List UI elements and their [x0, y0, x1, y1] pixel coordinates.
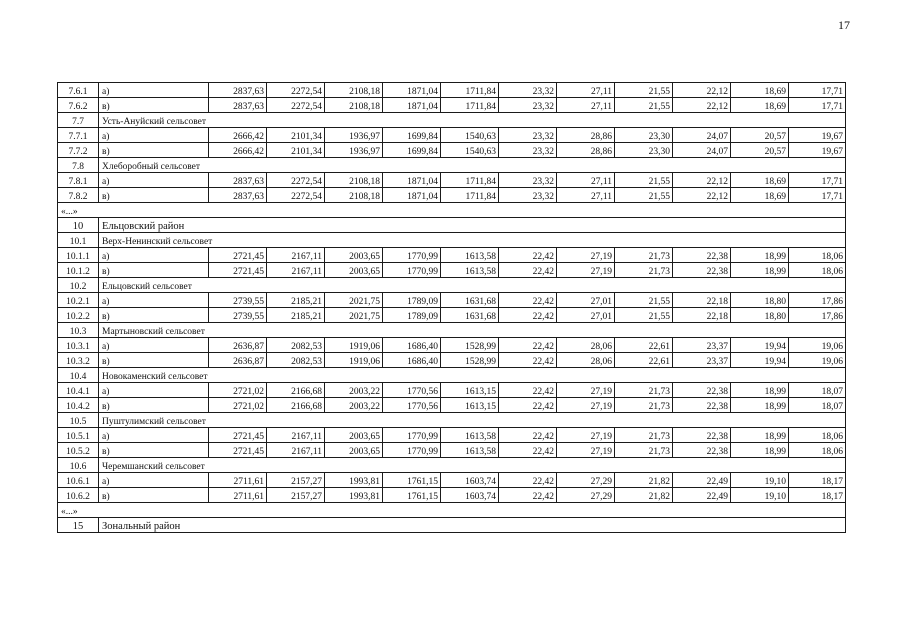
section-row	[58, 413, 846, 428]
value-cell: 2157,27	[267, 488, 325, 503]
value-cell: 2082,53	[267, 353, 325, 368]
value-cell: 1711,84	[441, 188, 499, 203]
table-row	[58, 293, 846, 308]
value-cell: 23,30	[615, 143, 673, 158]
row-code: 10.6.1	[58, 473, 99, 488]
value-cell: 22,12	[673, 98, 731, 113]
value-cell: 27,19	[557, 443, 615, 458]
value-cell: 1789,09	[383, 293, 441, 308]
value-cell: 18,06	[789, 428, 846, 443]
value-cell: 2167,11	[267, 428, 325, 443]
value-cell: 2711,61	[209, 488, 267, 503]
value-cell: 1871,04	[383, 188, 441, 203]
value-cell: 27,19	[557, 263, 615, 278]
value-cell: 2167,11	[267, 248, 325, 263]
value-cell: 1613,58	[441, 428, 499, 443]
row-variant: в)	[99, 188, 209, 203]
table-row	[58, 308, 846, 323]
value-cell: 23,32	[499, 188, 557, 203]
value-cell: 22,38	[673, 443, 731, 458]
row-code: 10.4.2	[58, 398, 99, 413]
table-row	[58, 143, 846, 158]
value-cell: 18,99	[731, 398, 789, 413]
value-cell: 17,71	[789, 173, 846, 188]
value-cell: 1770,99	[383, 248, 441, 263]
table-row	[58, 248, 846, 263]
value-cell: 19,10	[731, 473, 789, 488]
row-code: 10.1.1	[58, 248, 99, 263]
value-cell: 21,82	[615, 473, 673, 488]
value-cell: 2837,63	[209, 98, 267, 113]
table-row	[58, 473, 846, 488]
row-code: 10.3.2	[58, 353, 99, 368]
value-cell: 2837,63	[209, 173, 267, 188]
value-cell: 2021,75	[325, 293, 383, 308]
page-number: 17	[838, 18, 850, 32]
value-cell: 22,12	[673, 83, 731, 98]
value-cell: 22,42	[499, 248, 557, 263]
value-cell: 1770,56	[383, 398, 441, 413]
value-cell: 21,55	[615, 308, 673, 323]
value-cell: 27,19	[557, 428, 615, 443]
value-cell: 1936,97	[325, 143, 383, 158]
value-cell: 22,12	[673, 188, 731, 203]
row-code: 10	[58, 218, 99, 233]
row-code: 10.5.2	[58, 443, 99, 458]
value-cell: 24,07	[673, 143, 731, 158]
value-cell: 1528,99	[441, 338, 499, 353]
value-cell: 18,69	[731, 173, 789, 188]
value-cell: 21,73	[615, 428, 673, 443]
ellipsis-mark: «...»	[58, 503, 846, 518]
value-cell: 1613,58	[441, 263, 499, 278]
value-cell: 21,73	[615, 263, 673, 278]
row-code: 10.4.1	[58, 383, 99, 398]
value-cell: 18,99	[731, 443, 789, 458]
row-variant: а)	[99, 83, 209, 98]
value-cell: 2721,02	[209, 398, 267, 413]
value-cell: 1613,58	[441, 248, 499, 263]
value-cell: 22,18	[673, 308, 731, 323]
value-cell: 1603,74	[441, 473, 499, 488]
section-name: Мартыновский сельсовет	[99, 323, 846, 338]
row-variant: а)	[99, 428, 209, 443]
value-cell: 2721,45	[209, 263, 267, 278]
section-row	[58, 113, 846, 128]
section-row	[58, 323, 846, 338]
value-cell: 2272,54	[267, 188, 325, 203]
section-row	[58, 458, 846, 473]
value-cell: 21,55	[615, 293, 673, 308]
row-variant: в)	[99, 263, 209, 278]
value-cell: 18,99	[731, 263, 789, 278]
value-cell: 22,38	[673, 383, 731, 398]
value-cell: 18,06	[789, 443, 846, 458]
value-cell: 19,67	[789, 143, 846, 158]
value-cell: 2167,11	[267, 263, 325, 278]
value-cell: 2021,75	[325, 308, 383, 323]
value-cell: 2837,63	[209, 83, 267, 98]
row-code: 10.3.1	[58, 338, 99, 353]
value-cell: 22,49	[673, 488, 731, 503]
row-code: 10.4	[58, 368, 99, 383]
value-cell: 1919,06	[325, 353, 383, 368]
row-code: 7.7	[58, 113, 99, 128]
value-cell: 2666,42	[209, 143, 267, 158]
value-cell: 1540,63	[441, 143, 499, 158]
value-cell: 1711,84	[441, 173, 499, 188]
value-cell: 2666,42	[209, 128, 267, 143]
value-cell: 18,07	[789, 383, 846, 398]
section-name: Хлеборобный сельсовет	[99, 158, 846, 173]
value-cell: 22,38	[673, 248, 731, 263]
row-code: 7.8	[58, 158, 99, 173]
section-name: Ельцовский сельсовет	[99, 278, 846, 293]
value-cell: 27,11	[557, 83, 615, 98]
row-code: 7.8.2	[58, 188, 99, 203]
district-row	[58, 218, 846, 233]
value-cell: 22,49	[673, 473, 731, 488]
value-cell: 1993,81	[325, 488, 383, 503]
value-cell: 1528,99	[441, 353, 499, 368]
row-variant: в)	[99, 308, 209, 323]
value-cell: 27,11	[557, 188, 615, 203]
value-cell: 22,42	[499, 338, 557, 353]
value-cell: 2108,18	[325, 188, 383, 203]
value-cell: 21,82	[615, 488, 673, 503]
value-cell: 23,37	[673, 338, 731, 353]
value-cell: 1770,99	[383, 443, 441, 458]
value-cell: 1631,68	[441, 308, 499, 323]
value-cell: 28,06	[557, 338, 615, 353]
table-row	[58, 128, 846, 143]
value-cell: 1613,15	[441, 383, 499, 398]
value-cell: 23,32	[499, 83, 557, 98]
value-cell: 27,11	[557, 173, 615, 188]
row-code: 10.6	[58, 458, 99, 473]
value-cell: 18,17	[789, 488, 846, 503]
value-cell: 2003,65	[325, 248, 383, 263]
value-cell: 2003,65	[325, 443, 383, 458]
row-code: 10.2.1	[58, 293, 99, 308]
value-cell: 19,10	[731, 488, 789, 503]
value-cell: 2711,61	[209, 473, 267, 488]
value-cell: 20,57	[731, 143, 789, 158]
value-cell: 2003,22	[325, 398, 383, 413]
row-variant: в)	[99, 143, 209, 158]
value-cell: 1761,15	[383, 473, 441, 488]
value-cell: 2837,63	[209, 188, 267, 203]
value-cell: 18,69	[731, 83, 789, 98]
value-cell: 2636,87	[209, 353, 267, 368]
value-cell: 1871,04	[383, 83, 441, 98]
value-cell: 23,37	[673, 353, 731, 368]
value-cell: 21,73	[615, 443, 673, 458]
value-cell: 1789,09	[383, 308, 441, 323]
value-cell: 1699,84	[383, 143, 441, 158]
value-cell: 18,06	[789, 248, 846, 263]
value-cell: 2101,34	[267, 128, 325, 143]
value-cell: 20,57	[731, 128, 789, 143]
value-cell: 18,99	[731, 428, 789, 443]
value-cell: 21,55	[615, 173, 673, 188]
value-cell: 17,71	[789, 98, 846, 113]
section-name: Новокаменский сельсовет	[99, 368, 846, 383]
value-cell: 22,38	[673, 428, 731, 443]
value-cell: 2636,87	[209, 338, 267, 353]
value-cell: 22,42	[499, 428, 557, 443]
value-cell: 1603,74	[441, 488, 499, 503]
row-code: 7.6.1	[58, 83, 99, 98]
value-cell: 18,69	[731, 98, 789, 113]
value-cell: 2185,21	[267, 293, 325, 308]
value-cell: 27,01	[557, 293, 615, 308]
value-cell: 1711,84	[441, 98, 499, 113]
table-row	[58, 398, 846, 413]
value-cell: 17,86	[789, 293, 846, 308]
value-cell: 22,42	[499, 263, 557, 278]
value-cell: 22,42	[499, 398, 557, 413]
value-cell: 17,71	[789, 188, 846, 203]
row-variant: а)	[99, 173, 209, 188]
value-cell: 2003,65	[325, 428, 383, 443]
row-code: 10.5.1	[58, 428, 99, 443]
value-cell: 18,80	[731, 293, 789, 308]
value-cell: 2108,18	[325, 98, 383, 113]
value-cell: 18,06	[789, 263, 846, 278]
value-cell: 22,18	[673, 293, 731, 308]
value-cell: 2272,54	[267, 98, 325, 113]
value-cell: 2272,54	[267, 83, 325, 98]
value-cell: 21,55	[615, 188, 673, 203]
value-cell: 22,42	[499, 308, 557, 323]
value-cell: 2272,54	[267, 173, 325, 188]
value-cell: 1993,81	[325, 473, 383, 488]
value-cell: 1871,04	[383, 98, 441, 113]
ellipsis-row	[58, 503, 846, 518]
ellipsis-mark: «...»	[58, 203, 846, 218]
table-row	[58, 383, 846, 398]
section-name: Пуштулимский сельсовет	[99, 413, 846, 428]
row-code: 10.2	[58, 278, 99, 293]
value-cell: 1711,84	[441, 83, 499, 98]
value-cell: 23,30	[615, 128, 673, 143]
value-cell: 28,86	[557, 143, 615, 158]
tariff-table	[57, 82, 846, 533]
value-cell: 21,73	[615, 248, 673, 263]
table-row	[58, 488, 846, 503]
section-row	[58, 233, 846, 248]
row-code: 10.5	[58, 413, 99, 428]
row-code: 7.6.2	[58, 98, 99, 113]
row-code: 10.6.2	[58, 488, 99, 503]
value-cell: 18,69	[731, 188, 789, 203]
value-cell: 19,67	[789, 128, 846, 143]
value-cell: 28,06	[557, 353, 615, 368]
value-cell: 2167,11	[267, 443, 325, 458]
value-cell: 24,07	[673, 128, 731, 143]
row-code: 10.1.2	[58, 263, 99, 278]
value-cell: 2108,18	[325, 83, 383, 98]
value-cell: 18,07	[789, 398, 846, 413]
value-cell: 28,86	[557, 128, 615, 143]
value-cell: 1871,04	[383, 173, 441, 188]
value-cell: 19,94	[731, 338, 789, 353]
table-row	[58, 188, 846, 203]
value-cell: 2003,65	[325, 263, 383, 278]
value-cell: 27,19	[557, 248, 615, 263]
district-name: Зональный район	[99, 518, 846, 533]
row-code: 15	[58, 518, 99, 533]
table-row	[58, 353, 846, 368]
value-cell: 23,32	[499, 128, 557, 143]
value-cell: 2185,21	[267, 308, 325, 323]
table-row	[58, 443, 846, 458]
value-cell: 2721,45	[209, 248, 267, 263]
row-code: 7.7.2	[58, 143, 99, 158]
table-row	[58, 83, 846, 98]
value-cell: 22,38	[673, 263, 731, 278]
row-variant: в)	[99, 443, 209, 458]
value-cell: 2157,27	[267, 473, 325, 488]
table-row	[58, 338, 846, 353]
value-cell: 22,42	[499, 488, 557, 503]
row-code: 7.7.1	[58, 128, 99, 143]
value-cell: 18,99	[731, 383, 789, 398]
value-cell: 18,99	[731, 248, 789, 263]
value-cell: 19,94	[731, 353, 789, 368]
value-cell: 1770,99	[383, 428, 441, 443]
row-code: 10.3	[58, 323, 99, 338]
value-cell: 22,42	[499, 443, 557, 458]
table-row	[58, 173, 846, 188]
value-cell: 17,86	[789, 308, 846, 323]
row-variant: а)	[99, 338, 209, 353]
value-cell: 2721,45	[209, 443, 267, 458]
value-cell: 2721,45	[209, 428, 267, 443]
value-cell: 27,19	[557, 398, 615, 413]
value-cell: 27,19	[557, 383, 615, 398]
row-variant: а)	[99, 293, 209, 308]
value-cell: 1540,63	[441, 128, 499, 143]
value-cell: 27,29	[557, 488, 615, 503]
value-cell: 22,61	[615, 353, 673, 368]
value-cell: 1631,68	[441, 293, 499, 308]
value-cell: 19,06	[789, 353, 846, 368]
value-cell: 27,29	[557, 473, 615, 488]
value-cell: 2082,53	[267, 338, 325, 353]
row-code: 10.1	[58, 233, 99, 248]
value-cell: 18,17	[789, 473, 846, 488]
value-cell: 21,55	[615, 98, 673, 113]
row-variant: а)	[99, 128, 209, 143]
value-cell: 2108,18	[325, 173, 383, 188]
row-code: 10.2.2	[58, 308, 99, 323]
row-variant: в)	[99, 353, 209, 368]
value-cell: 1686,40	[383, 338, 441, 353]
value-cell: 2166,68	[267, 383, 325, 398]
row-variant: а)	[99, 248, 209, 263]
row-variant: а)	[99, 473, 209, 488]
value-cell: 1919,06	[325, 338, 383, 353]
value-cell: 1699,84	[383, 128, 441, 143]
value-cell: 23,32	[499, 143, 557, 158]
value-cell: 21,73	[615, 383, 673, 398]
value-cell: 22,42	[499, 293, 557, 308]
value-cell: 1761,15	[383, 488, 441, 503]
section-name: Черемшанский сельсовет	[99, 458, 846, 473]
district-row	[58, 518, 846, 533]
table-row	[58, 98, 846, 113]
value-cell: 19,06	[789, 338, 846, 353]
value-cell: 21,55	[615, 83, 673, 98]
value-cell: 2003,22	[325, 383, 383, 398]
value-cell: 23,32	[499, 173, 557, 188]
value-cell: 22,12	[673, 173, 731, 188]
value-cell: 27,11	[557, 98, 615, 113]
value-cell: 22,42	[499, 383, 557, 398]
value-cell: 1770,56	[383, 383, 441, 398]
table-row	[58, 263, 846, 278]
value-cell: 22,42	[499, 473, 557, 488]
value-cell: 22,61	[615, 338, 673, 353]
value-cell: 2721,02	[209, 383, 267, 398]
value-cell: 18,80	[731, 308, 789, 323]
value-cell: 2101,34	[267, 143, 325, 158]
value-cell: 23,32	[499, 98, 557, 113]
value-cell: 1936,97	[325, 128, 383, 143]
row-variant: в)	[99, 488, 209, 503]
section-row	[58, 158, 846, 173]
value-cell: 21,73	[615, 398, 673, 413]
value-cell: 1613,15	[441, 398, 499, 413]
ellipsis-row	[58, 203, 846, 218]
value-cell: 2166,68	[267, 398, 325, 413]
value-cell: 17,71	[789, 83, 846, 98]
row-code: 7.8.1	[58, 173, 99, 188]
value-cell: 2739,55	[209, 293, 267, 308]
row-variant: в)	[99, 398, 209, 413]
value-cell: 1686,40	[383, 353, 441, 368]
table-body	[58, 83, 846, 533]
section-name: Верх-Ненинский сельсовет	[99, 233, 846, 248]
value-cell: 1613,58	[441, 443, 499, 458]
value-cell: 2739,55	[209, 308, 267, 323]
value-cell: 27,01	[557, 308, 615, 323]
section-name: Усть-Ануйский сельсовет	[99, 113, 846, 128]
section-row	[58, 368, 846, 383]
row-variant: а)	[99, 383, 209, 398]
value-cell: 22,38	[673, 398, 731, 413]
value-cell: 1770,99	[383, 263, 441, 278]
row-variant: в)	[99, 98, 209, 113]
value-cell: 22,42	[499, 353, 557, 368]
table-row	[58, 428, 846, 443]
district-name: Ельцовский район	[99, 218, 846, 233]
section-row	[58, 278, 846, 293]
